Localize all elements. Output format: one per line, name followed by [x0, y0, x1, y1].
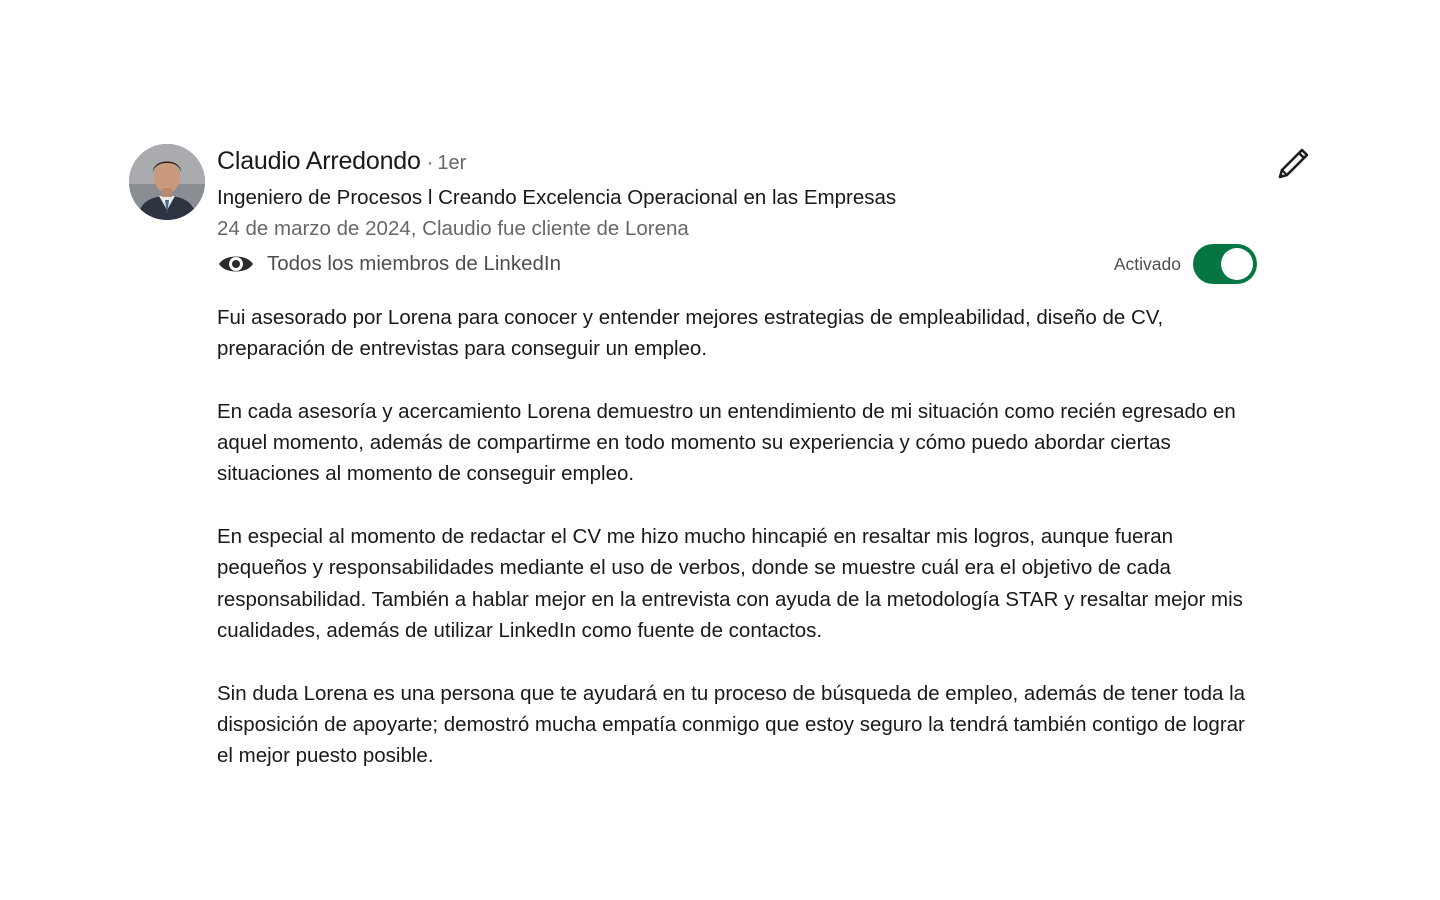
avatar[interactable] [129, 144, 205, 220]
author-line [217, 147, 1277, 181]
eye-icon [217, 250, 255, 278]
profile-photo-icon [129, 144, 205, 220]
recommendation-paragraph: En especial al momento de redactar el CV me hizo mucho hincapié en resaltar mis logros, aunque fueran pequeños y responsabilidades mediante el uso de verbos, donde se muestre cuál era el objetivo de cada responsabilidad. También a hablar mejor en la entrevista con ayuda de la metodología STAR y resaltar mejor mis cualidades, además de utilizar LinkedIn como fuente de contactos. [217, 525, 1243, 642]
recommendation-paragraph: Sin duda Lorena es una persona que te ayudará en tu proceso de búsqueda de empleo, además de tener toda la disposición de apoyarte; demostró mucha empatía conmigo que estoy seguro la tendrá también contigo de lograr el mejor puesto posible. [217, 681, 1246, 768]
visibility-row [217, 244, 1257, 284]
toggle-label: Activado [1113, 253, 1181, 274]
visibility-toggle-group [1114, 244, 1257, 284]
recommendation-meta: 24 de marzo de 2024, Claudio fue cliente de Lorena [217, 217, 689, 240]
recommendation-paragraph: En cada asesoría y acercamiento Lorena demuestro un entendimiento de mi situación como recién egresado en aquel momento, además de compartirme en todo momento su experiencia y cómo puedo abordar ciertas situaciones al momento de conseguir empleo. [217, 399, 1236, 486]
author-headline: Ingeniero de Procesos l Creando Excelencia Operacional en las Empresas [217, 186, 897, 209]
recommendation-header [217, 147, 1277, 243]
connection-degree: 1er [437, 152, 467, 174]
recommendation-paragraph: Fui asesorado por Lorena para conocer y entender mejores estrategias de empleabilidad, diseño de CV, preparación de entrevistas para conseguir un empleo. [217, 306, 1164, 361]
degree-separator: · [426, 152, 434, 174]
visibility-label: Todos los miembros de LinkedIn [267, 252, 561, 275]
visibility-toggle[interactable] [1193, 244, 1257, 284]
toggle-knob [1221, 248, 1253, 280]
recommendation-body [217, 302, 1247, 803]
author-name[interactable]: Claudio Arredondo [217, 147, 421, 175]
pencil-icon[interactable] [1275, 144, 1313, 182]
